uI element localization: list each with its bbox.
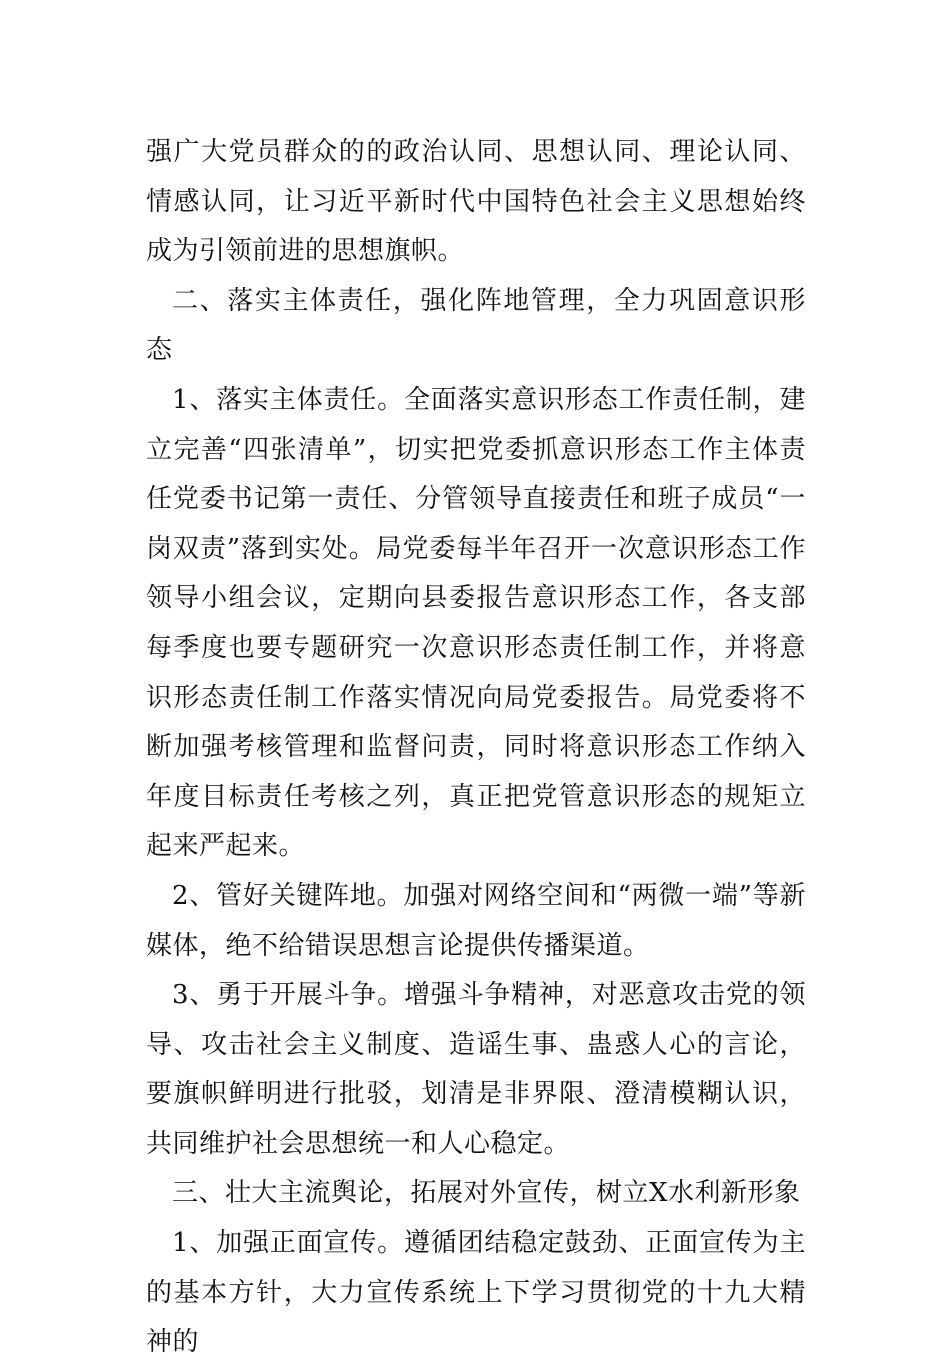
paragraph-2-1: 1、落实主体责任。全面落实意识形态工作责任制，建立完善“四张清单”，切实把党委抓意识形态工作主体责任党委书记第一责任、分管领导直接责任和班子成员“一岗双责”落到实处。局党委每半年召开一次意识形态工作领导小组会议，定期向县委报告意识形态工作，各支部每季度也要专题研究一次意识形态责任制工作，并将意识形态责任制工作落实情况向局党委报告。局党委将不断加强考核管理和监督问责，同时将意识形态工作纳入年度目标责任考核之列，真正把党管意识形态的规矩立起来严起来。: [146, 384, 806, 862]
paragraph-2-3: 3、勇于开展斗争。增强斗争精神，对恶意攻击党的领导、攻击社会主义制度、造谣生事、蛊惑人心的言论，要旗帜鲜明进行批驳，划清是非界限、澄清模糊认识，共同维护社会思想统一和人心稳定。: [146, 980, 806, 1159]
document-body: [146, 128, 806, 1368]
paragraph-continuation: 强广大党员群众的的政治认同、思想认同、理论认同、情感认同，让习近平新时代中国特色社会主义思想始终成为引领前进的思想旗帜。: [146, 137, 806, 267]
section-heading-2: 二、落实主体责任，强化阵地管理，全力巩固意识形态: [146, 285, 806, 366]
section-heading-3: 三、壮大主流舆论，拓展对外宣传，树立X水利新形象: [172, 1178, 801, 1209]
paragraph-3-1: 1、加强正面宣传。遵循团结稳定鼓劲、正面宣传为主的基本方针，大力宣传系统上下学习贯彻党的十九大精神的: [146, 1228, 806, 1358]
paragraph-2-2: 2、管好关键阵地。加强对网络空间和“两微一端”等新媒体，绝不给错误思想言论提供传播渠道。: [146, 880, 806, 961]
